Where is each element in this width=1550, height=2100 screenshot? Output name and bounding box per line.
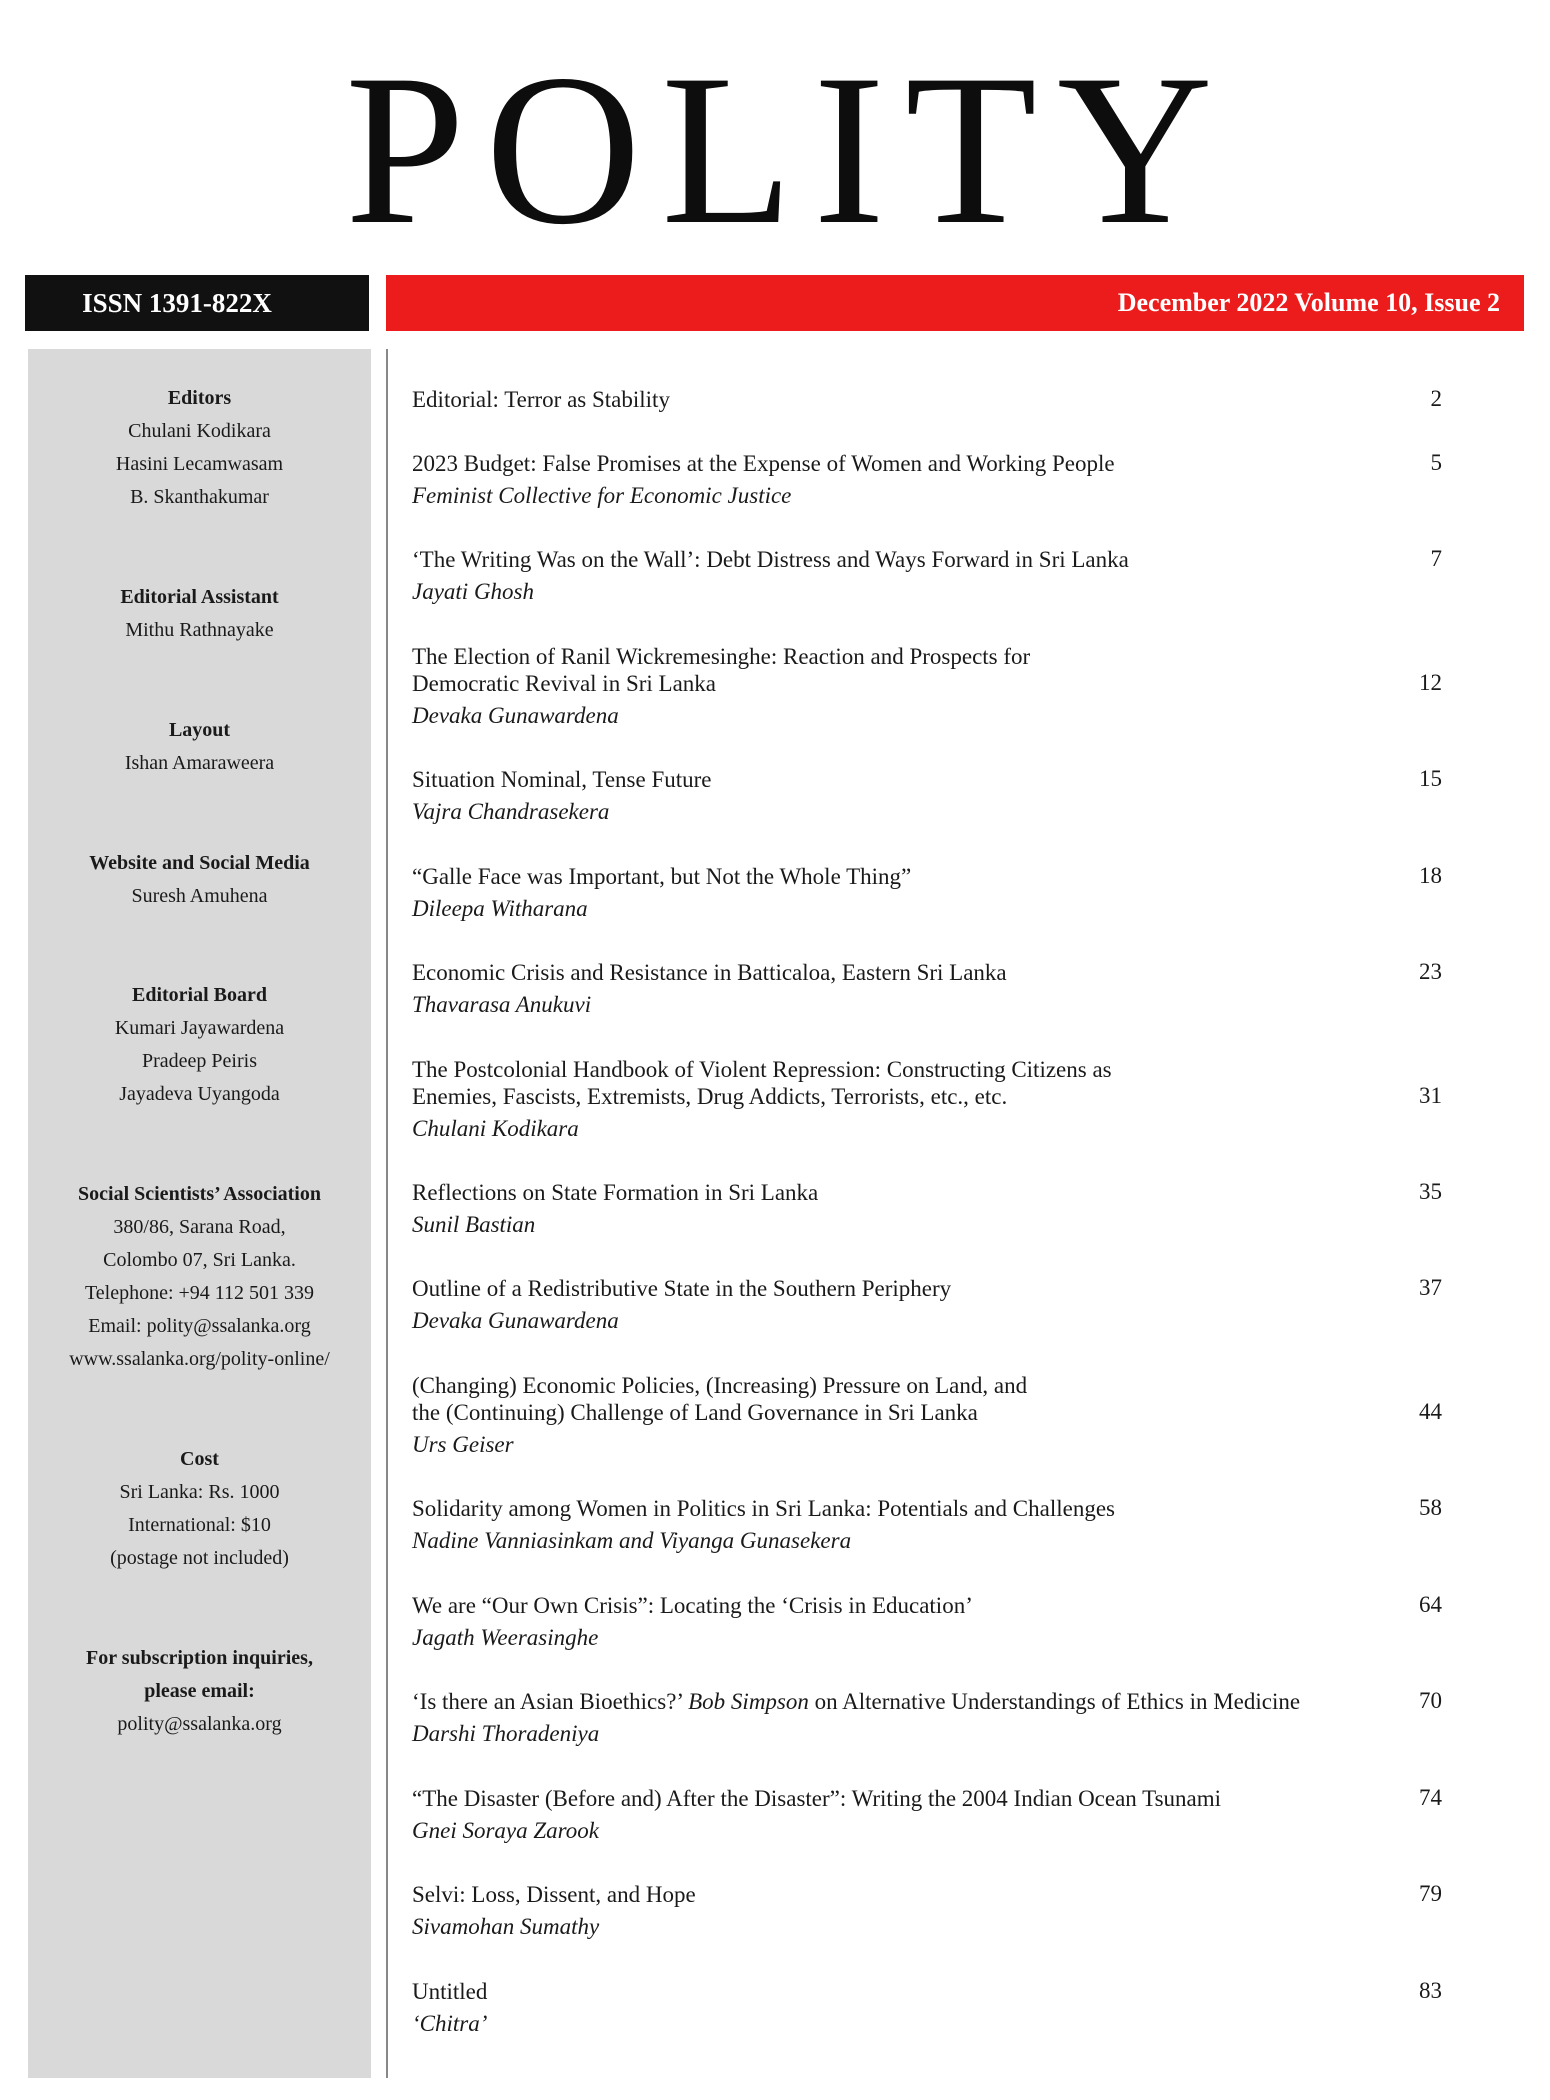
toc-title: “The Disaster (Before and) After the Disaster”: Writing the 2004 Indian Ocean Tsunami: [412, 1786, 1222, 1811]
toc-author: Vajra Chandrasekera: [412, 799, 610, 824]
toc-entry[interactable]: [412, 1495, 1442, 1556]
toc-page: 83: [1419, 1978, 1442, 2003]
toc-page: 79: [1419, 1881, 1442, 1906]
sidebar-heading: Social Scientists’ Association: [78, 1183, 321, 1205]
sidebar-heading: Editorial Board: [131, 984, 267, 1006]
sidebar-subscription: [28, 1642, 371, 1741]
toc-entry[interactable]: [412, 1372, 1442, 1460]
masthead-title: POLITY: [345, 30, 1233, 269]
sidebar-website-link[interactable]: www.ssalanka.org/polity-online/: [69, 1348, 330, 1370]
sidebar-editors: [28, 382, 371, 514]
toc-page: 2: [1430, 386, 1442, 411]
sidebar-heading: Cost: [180, 1448, 219, 1470]
sidebar-line: Suresh Amuhena: [131, 885, 268, 907]
sidebar-line: Pradeep Peiris: [142, 1050, 257, 1072]
toc-title: Outline of a Redistributive State in the Southern Periphery: [412, 1276, 952, 1301]
toc-title: Enemies, Fascists, Extremists, Drug Addicts, Terrorists, etc., etc.: [412, 1084, 1008, 1109]
toc-entry[interactable]: [412, 546, 1442, 607]
toc-entry[interactable]: [412, 643, 1442, 731]
toc-author: Jayati Ghosh: [412, 579, 535, 604]
toc-title: [412, 1688, 1442, 1715]
toc-entry[interactable]: [412, 1592, 1442, 1653]
toc-entry[interactable]: [412, 1275, 1442, 1336]
sidebar-line: Jayadeva Uyangoda: [119, 1083, 280, 1105]
sidebar-line: Hasini Lecamwasam: [115, 453, 284, 475]
sidebar-line: Kumari Jayawardena: [114, 1017, 285, 1039]
subscription-email[interactable]: polity@ssalanka.org: [117, 1713, 282, 1735]
toc-title: Solidarity among Women in Politics in Sri Lanka: Potentials and Challenges: [412, 1496, 1115, 1521]
toc-title: The Election of Ranil Wickremesinghe: Reaction and Prospects for: [412, 644, 1031, 669]
sidebar-line: 380/86, Sarana Road,: [113, 1216, 286, 1238]
sidebar-board: [28, 979, 371, 1111]
toc-page: 70: [1419, 1688, 1442, 1713]
toc-page: 15: [1419, 766, 1442, 791]
toc-entry[interactable]: [412, 863, 1442, 924]
toc-author: Sivamohan Sumathy: [412, 1914, 600, 1939]
toc-page: 74: [1419, 1785, 1442, 1810]
sidebar-heading: Layout: [168, 719, 231, 741]
sidebar-cost: [28, 1443, 371, 1575]
toc-title: We are “Our Own Crisis”: Locating the ‘Crisis in Education’: [412, 1593, 973, 1618]
toc-author: Gnei Soraya Zarook: [412, 1818, 599, 1843]
toc-title: (Changing) Economic Policies, (Increasing) Pressure on Land, and: [412, 1373, 1028, 1398]
sidebar-line: Chulani Kodikara: [128, 420, 271, 442]
toc-entry[interactable]: [412, 1056, 1442, 1144]
sidebar-website: [28, 847, 371, 913]
toc-entry[interactable]: [412, 1978, 1442, 2039]
toc-author: Devaka Gunawardena: [412, 1308, 619, 1333]
toc-title: Reflections on State Formation in Sri Lanka: [412, 1180, 819, 1205]
sidebar-line: (postage not included): [110, 1547, 289, 1569]
toc-entry[interactable]: [412, 1785, 1442, 1846]
column-divider: [386, 349, 388, 2078]
toc-title: Economic Crisis and Resistance in Batticaloa, Eastern Sri Lanka: [412, 960, 1007, 985]
sidebar-heading: please email:: [144, 1680, 255, 1702]
toc-author: Devaka Gunawardena: [412, 703, 619, 728]
toc-entry[interactable]: [412, 766, 1442, 827]
toc-author: Urs Geiser: [412, 1432, 514, 1457]
toc-title-part: ‘Is there an Asian Bioethics?’: [412, 1689, 689, 1714]
sidebar-line: B. Skanthakumar: [130, 486, 269, 508]
toc-author: Darshi Thoradeniya: [412, 1721, 600, 1746]
toc-entry[interactable]: [412, 959, 1442, 1020]
toc-author: Dileepa Witharana: [412, 896, 588, 921]
toc-page: 58: [1419, 1495, 1442, 1520]
toc-author: Thavarasa Anukuvi: [412, 992, 592, 1017]
toc-entry[interactable]: [412, 1179, 1442, 1240]
issn-bar: [25, 275, 369, 331]
sidebar-line: Ishan Amaraweera: [124, 752, 275, 774]
toc-page: 35: [1419, 1179, 1442, 1204]
toc-entry[interactable]: [412, 1688, 1442, 1749]
toc-page: 37: [1419, 1275, 1442, 1300]
sidebar: [28, 349, 371, 2078]
toc-title: Democratic Revival in Sri Lanka: [412, 671, 717, 696]
sidebar-heading: For subscription inquiries,: [86, 1647, 313, 1669]
sidebar-email[interactable]: Email: polity@ssalanka.org: [88, 1315, 311, 1337]
issue-text: December 2022 Volume 10, Issue 2: [1117, 288, 1500, 317]
sidebar-line: Mithu Rathnayake: [125, 619, 274, 641]
sidebar-line: Colombo 07, Sri Lanka.: [103, 1249, 296, 1271]
toc-page: 64: [1419, 1592, 1442, 1617]
sidebar-editorial-assistant: [28, 581, 371, 647]
toc-author: Nadine Vanniasinkam and Viyanga Gunasekera: [412, 1528, 852, 1553]
sidebar-line: Telephone: +94 112 501 339: [84, 1282, 315, 1304]
toc-title: the (Continuing) Challenge of Land Governance in Sri Lanka: [412, 1400, 978, 1425]
toc-title: Untitled: [412, 1979, 488, 2004]
toc-title-part: Bob Simpson: [688, 1689, 809, 1714]
sidebar-heading: Website and Social Media: [89, 852, 310, 874]
toc-author: Jagath Weerasinghe: [412, 1625, 599, 1650]
toc-page: 18: [1419, 863, 1442, 888]
toc-entry[interactable]: [412, 450, 1442, 511]
toc-author: Feminist Collective for Economic Justice: [412, 483, 792, 508]
toc-author: Chulani Kodikara: [412, 1116, 579, 1141]
toc-page: 31: [1419, 1083, 1442, 1108]
toc-page: 12: [1419, 670, 1442, 695]
toc-title: “Galle Face was Important, but Not the Whole Thing”: [412, 864, 912, 889]
toc-title: 2023 Budget: False Promises at the Expense of Women and Working People: [412, 451, 1115, 476]
toc-page: 5: [1430, 450, 1442, 475]
toc-author: Sunil Bastian: [412, 1212, 536, 1237]
toc-title-part: on Alternative Understandings of Ethics in Medicine: [808, 1689, 1301, 1714]
toc-title: ‘The Writing Was on the Wall’: Debt Distress and Ways Forward in Sri Lanka: [412, 547, 1129, 572]
issn-text: ISSN 1391-822X: [82, 287, 272, 318]
toc-author: ‘Chitra’: [412, 2011, 488, 2036]
sidebar-line: International: $10: [128, 1514, 271, 1536]
sidebar-association: [28, 1178, 371, 1376]
toc-title: The Postcolonial Handbook of Violent Repression: Constructing Citizens as: [412, 1057, 1112, 1082]
issue-bar: [386, 275, 1524, 331]
toc-title: Situation Nominal, Tense Future: [412, 767, 712, 792]
sidebar-layout: [28, 714, 371, 780]
toc-title: Editorial: Terror as Stability: [412, 387, 670, 412]
toc-page: 44: [1419, 1399, 1442, 1424]
sidebar-line: Sri Lanka: Rs. 1000: [119, 1481, 280, 1503]
sidebar-heading: Editorial Assistant: [120, 586, 279, 608]
toc-entry[interactable]: [412, 386, 1442, 413]
toc-title: Selvi: Loss, Dissent, and Hope: [412, 1882, 696, 1907]
toc-entry[interactable]: [412, 1881, 1442, 1942]
toc-page: 7: [1430, 546, 1442, 571]
sidebar-heading: Editors: [167, 387, 232, 409]
toc-page: 23: [1419, 959, 1442, 984]
